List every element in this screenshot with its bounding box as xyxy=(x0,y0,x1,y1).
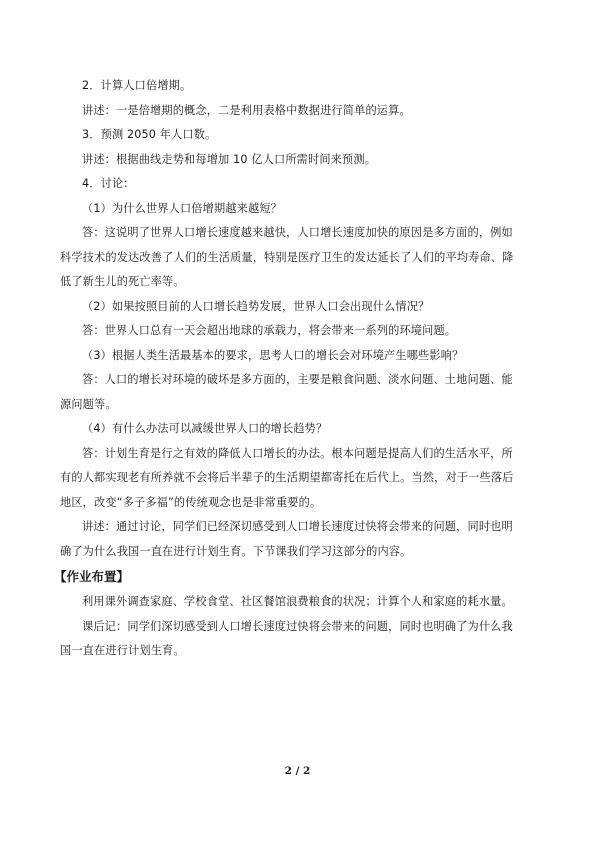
text-line-summary-l2: 确了为什么我国一直在进行计划生育。下节课我们学习这部分的内容。 xyxy=(60,544,412,558)
text-line-a4-l2: 有的人都实现老有所养就不会将后半辈子的生活期望都寄托在后代上。当然，对于一些落后 xyxy=(60,471,514,484)
text-line-item4: 4．讨论： xyxy=(82,177,135,190)
text-line-q4: （4）有什么办法可以减缓世界人口的增长趋势？ xyxy=(82,422,328,435)
text-line-q2: （2）如果按照目前的人口增长趋势发展，世界人口会出现什么情况？ xyxy=(82,299,430,313)
text-line-item2-explain: 讲述：一是倍增期的概念，二是利用表格中数据进行简单的运算。 xyxy=(82,103,411,117)
text-line-a3-l2: 源问题等。 xyxy=(60,397,117,411)
text-line-item3: 3．预测 2050 年人口数。 xyxy=(82,128,217,141)
text-line-a4-l1: 答：计划生育是行之有效的降低人口增长的办法。根本问题是提高人们的生活水平，所 xyxy=(82,446,513,460)
text-line-note-l1: 课后记：同学们深切感受到人口增长速度过快将会带来的问题，同时也明确了为什么我 xyxy=(82,619,513,633)
text-line-q3: （3）根据人类生活最基本的要求，思考人口的增长会对环境产生哪些影响？ xyxy=(82,348,464,362)
text-line-a1-l3: 低了新生儿的死亡率等。 xyxy=(60,275,185,288)
text-line-a4-l3: 地区，改变“多子多福”的传统观念也是非常重要的。 xyxy=(60,495,322,509)
homework-text-block xyxy=(60,590,538,664)
text-line-hw: 利用课外调查家庭、学校食堂、社区餐馆浪费粮食的状况；计算个人和家庭的耗水量。 xyxy=(82,595,513,608)
lesson-text-block xyxy=(60,74,538,564)
text-line-q1: （1）为什么世界人口倍增期越来越短？ xyxy=(82,201,283,215)
text-line-item3-explain: 讲述：根据曲线走势和每增加 10 亿人口所需时间来预测。 xyxy=(82,152,377,166)
text-line-note-l2: 国一直在进行计划生育。 xyxy=(60,644,185,657)
homework-heading: 【作业布置】 xyxy=(54,569,130,584)
text-line-a1-l2: 科学技术的发达改善了人们的生活质量，特别是医疗卫生的发达延长了人们的平均寿命、降 xyxy=(60,250,514,264)
text-line-a2: 答：世界人口总有一天会超出地球的承载力，将会带来一系列的环境问题。 xyxy=(82,324,457,337)
text-line-item2: 2．计算人口倍增期。 xyxy=(82,79,192,92)
page-number: 2 / 2 xyxy=(284,765,311,777)
text-line-summary-l1: 讲述：通过讨论，同学们已经深切感受到人口增长速度过快将会带来的问题，同时也明 xyxy=(82,520,513,533)
document-body xyxy=(54,74,538,664)
text-line-a1-l1: 答：这说明了世界人口增长速度越来越快，人口增长速度加快的原因是多方面的，例如 xyxy=(82,226,513,239)
text-line-a3-l1: 答：人口的增长对环境的破坏是多方面的，主要是粮食问题、淡水问题、土地问题、能 xyxy=(82,373,513,386)
